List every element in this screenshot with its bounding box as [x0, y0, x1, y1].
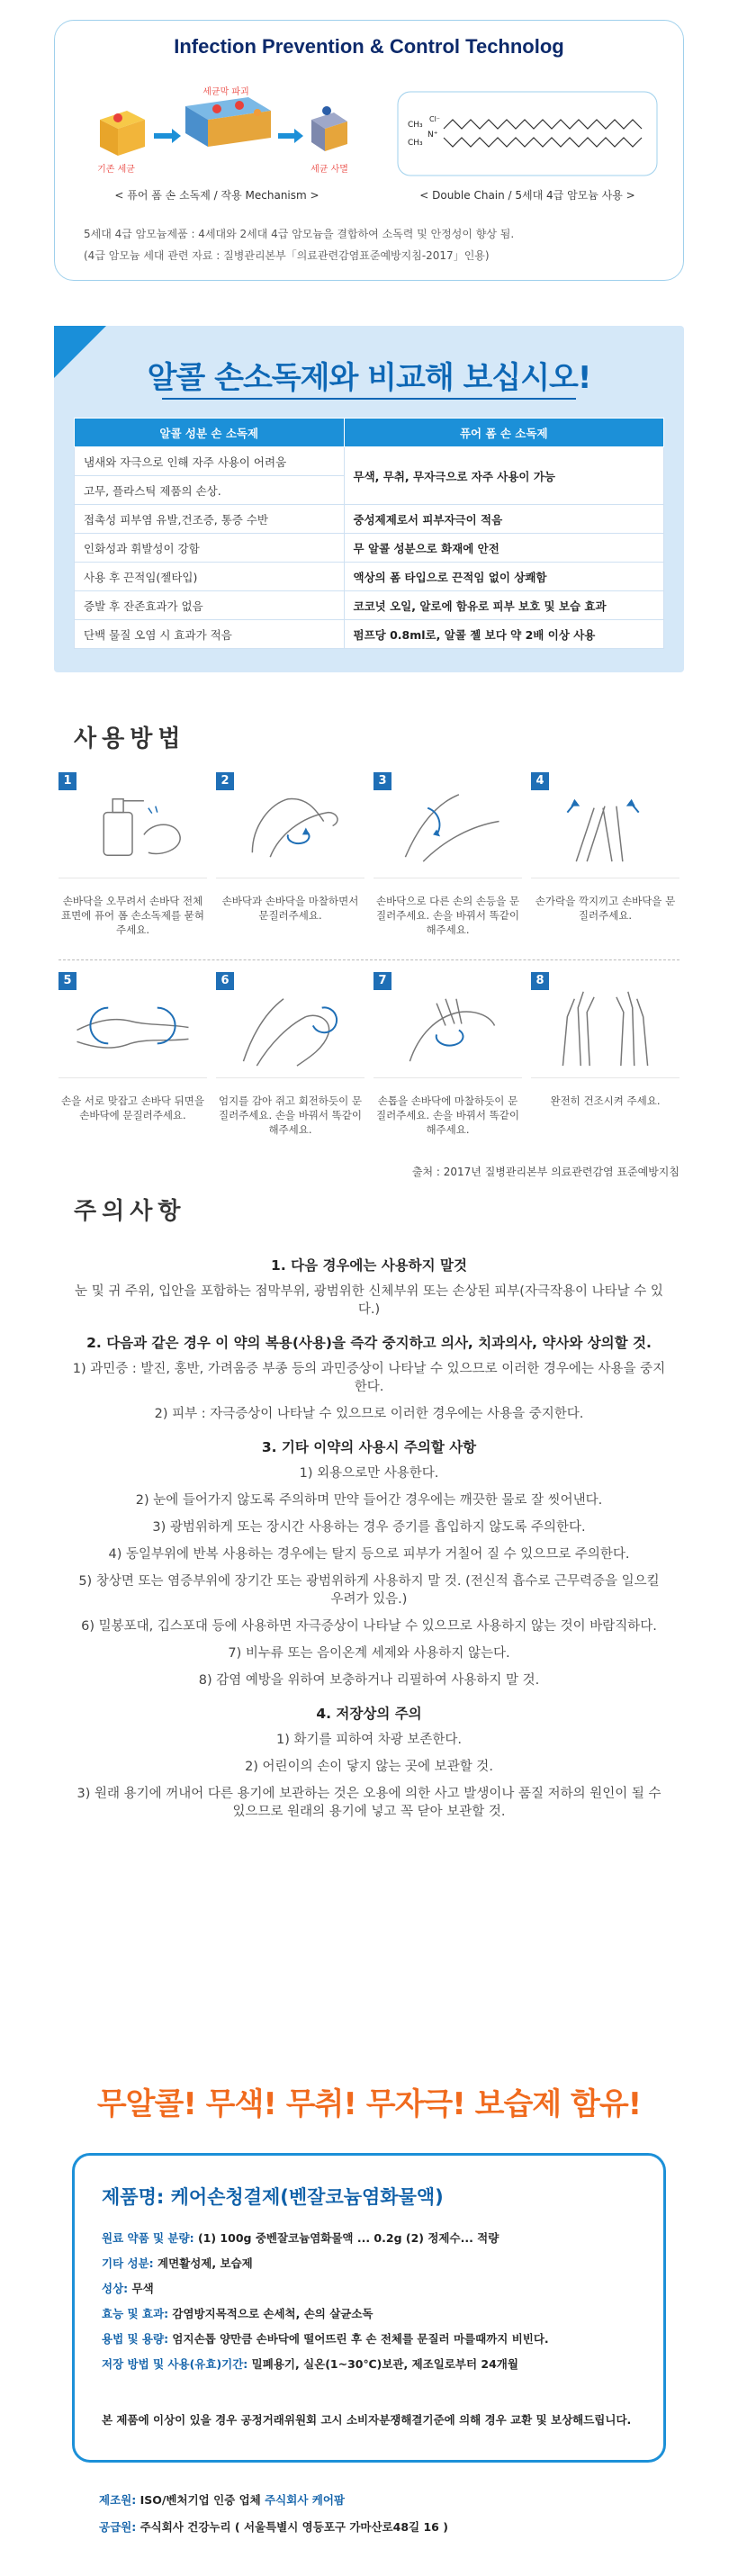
supplier [99, 2518, 448, 2535]
spec-key: 기타 성분: [102, 2256, 154, 2270]
step-number: 7 [374, 972, 392, 990]
col-alcohol-header: 알콜 성분 손 소독제 [75, 419, 345, 447]
alcohol-cell: 사용 후 끈적임(젤타입) [75, 563, 345, 591]
pure-cell: 펌프당 0.8ml로, 알콜 젤 보다 약 2배 이상 사용 [344, 620, 663, 649]
step-text: 손가락을 깍지끼고 손바닥을 문질러주세요. [535, 895, 676, 922]
spec-value: 계면활성제, 보습제 [153, 2256, 253, 2270]
manufacturer [99, 2491, 345, 2508]
fingernail-rub-icon [374, 972, 522, 1078]
caution-group [72, 1333, 666, 1423]
caution-line: 2) 눈에 들어가지 않도록 주의하며 만약 들어간 경우에는 깨끗한 물로 잘 씻어낸다. [135, 1493, 603, 1508]
caution-line: 1) 외용으로만 사용한다. [299, 1466, 439, 1481]
caution-group-title: 4. 저장상의 주의 [316, 1706, 422, 1722]
alcohol-cell: 냄새와 자극으로 인해 자주 사용이 어려움 [75, 447, 345, 476]
pure-cell: 중성제제로서 피부자극이 적음 [344, 505, 663, 534]
clasped-hands-icon [58, 972, 207, 1078]
spec-key: 효능 및 효과: [102, 2307, 169, 2320]
caution-group-title: 2. 다음과 같은 경우 이 약의 복용(사용)을 즉각 중지하고 의사, 치과의사, 약사와 상의할 것. [86, 1335, 652, 1351]
mechanism-diagram [82, 84, 352, 183]
col-pure-header: 퓨어 폼 손 소독제 [344, 419, 663, 447]
usage-heading: 사용방법 [74, 725, 186, 752]
spec-row [102, 2327, 651, 2352]
killed-bacteria-icon [311, 106, 347, 151]
step-number: 8 [531, 972, 549, 990]
caution-list [72, 1256, 666, 1835]
caution-group-title: 3. 기타 이약의 사용시 주의할 사항 [261, 1439, 477, 1455]
caution-line: 눈 및 귀 주위, 입안을 포함하는 점막부위, 광범위한 신체부위 또는 손상된 피부(자극작용이 나타날 수 있다.) [75, 1284, 663, 1317]
manufacturer-name: 주식회사 케어팜 [265, 2493, 345, 2507]
comparison-title: 알콜 손소독제와 비교해 보십시오! [147, 360, 591, 396]
spec-value: 밀폐용기, 실온(1~30℃)보관, 제조일로부터 24개월 [248, 2357, 518, 2371]
step-text: 손을 서로 맞잡고 손바닥 뒤면을 손바닥에 문질러주세요. [60, 1094, 205, 1121]
caution-line: 4) 동일부위에 반복 사용하는 경우에는 탈지 등으로 피부가 거칠어 질 수 있으므로 주의한다. [108, 1547, 630, 1562]
caution-line: 1) 과민증 : 발진, 홍반, 가려움증 부종 등의 과민증상이 나타날 수 있으므로 이러한 경우에는 사용을 중지한다. [72, 1362, 666, 1394]
alcohol-cell: 증발 후 잔존효과가 없음 [75, 591, 345, 620]
comparison-panel [54, 326, 684, 672]
caution-group [72, 1437, 666, 1689]
note-source: (4급 암모늄 세대 관련 자료 : 질병관리본부「의료관련감염표준예방지침-2017」인용) [84, 249, 490, 262]
step-text: 손바닥과 손바닥을 마찰하면서 문질러주세요. [221, 895, 359, 922]
step-number: 1 [58, 772, 76, 790]
spec-key: 성상: [102, 2282, 129, 2295]
caution-line: 8) 감염 예방을 위하여 보충하거나 리필하여 사용하지 말 것. [198, 1673, 540, 1688]
supplier-value: 주식회사 건강누리 ( 서울특별시 영등포구 가마산로48길 16 ) [136, 2520, 448, 2534]
caution-line: 3) 원래 용기에 꺼내어 다른 용기에 보관하는 것은 오용에 의한 사고 발생이나 품질 저하의 원인이 될 수 있으므로 원래의 용기에 넣고 꼭 닫아 보관할 것. [76, 1787, 662, 1819]
spec-value: 무색 [128, 2282, 154, 2295]
slogan: 무알콜! 무색! 무취! 무자극! 보습제 함유! [96, 2086, 642, 2122]
alcohol-cell: 단백 물질 오염 시 효과가 적음 [75, 620, 345, 649]
comparison-table [74, 418, 664, 649]
caption-mechanism: < 퓨어 폼 손 소독제 / 작용 Mechanism > [114, 189, 320, 202]
infection-panel [54, 20, 684, 281]
spec-row [102, 2251, 651, 2276]
label-membrane: 세균막 파괴 [202, 87, 249, 97]
product-info-box [72, 2153, 666, 2463]
caution-line: 2) 어린이의 손이 닿지 않는 곳에 보관할 것. [245, 1760, 493, 1774]
alcohol-cell: 인화성과 휘발성이 강함 [75, 534, 345, 563]
infection-title: Infection Prevention & Control Technolog [174, 35, 564, 58]
step-number: 6 [216, 972, 234, 990]
palm-rub-icon [216, 772, 364, 878]
spec-value: (1) 100g 중벤잘코늄염화물액 ... 0.2g (2) 정제수... 적량 [194, 2231, 500, 2245]
caution-group [72, 1704, 666, 1821]
supplier-key: 공급원: [99, 2520, 137, 2534]
back-of-hand-icon [374, 772, 522, 878]
hand-pump-icon [58, 772, 207, 878]
manufacturer-desc: ISO/벤처기업 인증 업체 [136, 2493, 266, 2507]
caution-line: 7) 비누류 또는 음이온계 세제와 사용하지 않는다. [228, 1646, 510, 1661]
step-number: 5 [58, 972, 76, 990]
manufacturer-key: 제조원: [99, 2493, 137, 2507]
spec-row [102, 2352, 651, 2377]
caution-group-title: 1. 다음 경우에는 사용하지 말것 [271, 1257, 467, 1274]
spec-row [102, 2226, 651, 2251]
bacteria-cube-icon [100, 111, 145, 156]
alcohol-cell: 고무, 플라스틱 제품의 손상. [75, 476, 345, 505]
membrane-block-icon [185, 97, 271, 147]
exchange-note: 본 제품에 이상이 있을 경우 공정거래위원회 고시 소비자분쟁해결기준에 의해 경우 교환 및 보상해드립니다. [102, 2413, 632, 2427]
caution-line: 2) 피부 : 자극증상이 나타날 수 있으므로 이러한 경우에는 사용을 중지한다. [154, 1407, 584, 1421]
title-underline [162, 398, 576, 400]
pure-cell: 액상의 폼 타입으로 끈적임 없이 상쾌함 [344, 563, 663, 591]
product-spec-list [102, 2226, 651, 2377]
spec-key: 저장 방법 및 사용(유효)기간: [102, 2357, 248, 2371]
formula-ch3-b: CH₃ [408, 139, 423, 148]
step-text: 손바닥으로 다른 손의 손등을 문질러주세요. 손을 바꿔서 똑같이 해주세요. [375, 895, 520, 936]
step-text: 손바닥을 오무려서 손바닥 전체 표면에 퓨어 폼 손소독제를 묻혀주세요. [60, 895, 205, 936]
caution-line: 1) 화기를 피하여 차광 보존한다. [275, 1733, 462, 1747]
caution-line: 6) 밀봉포대, 깁스포대 등에 사용하면 자극증상이 나타날 수 있으므로 사용하지 않는 것이 바람직하다. [81, 1619, 657, 1634]
interlaced-fingers-icon [531, 772, 680, 878]
step-number: 2 [216, 772, 234, 790]
steps-divider [58, 959, 680, 960]
product-title: 제품명: 케어손청결제(벤잘코늄염화물액) [102, 2186, 444, 2208]
note-generation: 5세대 4급 암모늄제품 : 4세대와 2세대 4급 암모늄을 결합하여 소독력 및 안정성이 향상 됨. [84, 228, 515, 240]
step-text: 완전히 건조시켜 주세요. [550, 1094, 661, 1107]
pure-cell-merged: 무색, 무취, 무자극으로 자주 사용이 가능 [344, 447, 663, 505]
spec-row [102, 2301, 651, 2327]
open-hands-icon [531, 972, 680, 1078]
formula-n: N⁺ [428, 131, 438, 140]
step-text: 손톱을 손바닥에 마찰하듯이 문질러주세요. 손을 바꿔서 똑같이 해주세요. [375, 1094, 520, 1136]
spec-key: 용법 및 용량: [102, 2332, 169, 2346]
thumb-rotate-icon [216, 972, 364, 1078]
table-row [75, 505, 664, 534]
step-number: 4 [531, 772, 549, 790]
formula-ch3-a: CH₃ [408, 121, 423, 130]
table-row [75, 591, 664, 620]
double-chain-diagram [397, 91, 658, 176]
spec-value: 감염방지목적으로 손세척, 손의 살균소독 [168, 2307, 374, 2320]
usage-source: 출처 : 2017년 질병관리본부 의료관련감염 표준예방지침 [411, 1166, 680, 1178]
caution-line: 5) 창상면 또는 염증부위에 장기간 또는 광범위하게 사용하지 말 것. (전신적 흡수로 근무력증을 일으킬 우려가 있음.) [78, 1574, 660, 1607]
table-row [75, 620, 664, 649]
table-header-row [75, 419, 664, 447]
caution-line: 3) 광범위하게 또는 장시간 사용하는 경우 증기를 흡입하지 않도록 주의한다. [152, 1520, 586, 1535]
step-number: 3 [374, 772, 392, 790]
formula-cl: Cl⁻ [429, 115, 441, 123]
caption-double-chain: < Double Chain / 5세대 4급 암모늄 사용 > [419, 189, 635, 202]
table-row [75, 563, 664, 591]
caution-heading: 주의사항 [74, 1198, 186, 1225]
label-existing: 기존 세균 [97, 165, 135, 175]
caution-group [72, 1256, 666, 1319]
alcohol-cell: 접촉성 피부염 유발,건조증, 통증 수반 [75, 505, 345, 534]
pure-cell: 무 알콜 성분으로 화재에 안전 [344, 534, 663, 563]
table-row [75, 534, 664, 563]
spec-value: 엄지손톱 양만큼 손바닥에 떨어뜨린 후 손 전체를 문질러 마를때까지 비빈다. [168, 2332, 549, 2346]
step-text: 엄지를 감아 쥐고 회전하듯이 문질러주세요. 손을 바꿔서 똑같이 해주세요. [218, 1094, 363, 1136]
table-row [75, 447, 664, 476]
label-kill: 세균 사멸 [310, 165, 348, 175]
spec-row [102, 2276, 651, 2301]
pure-cell: 코코넛 오일, 알로에 함유로 피부 보호 및 보습 효과 [344, 591, 663, 620]
spec-key: 원료 약품 및 분량: [102, 2231, 194, 2245]
